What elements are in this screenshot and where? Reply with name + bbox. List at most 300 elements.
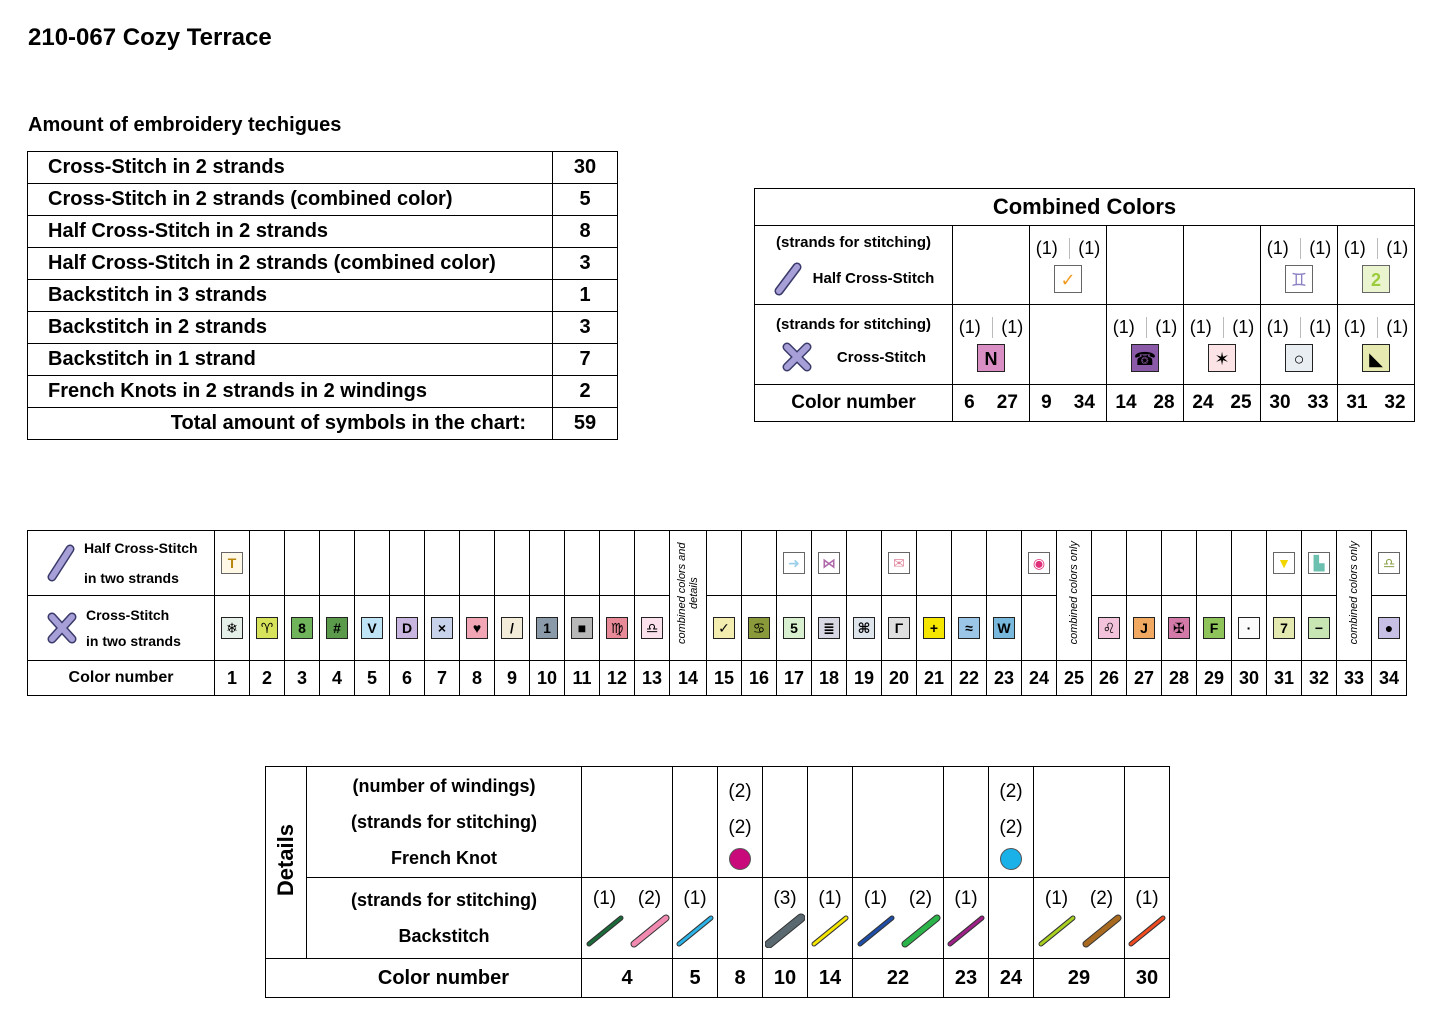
knot-cell xyxy=(673,767,718,878)
cross-symbol: W xyxy=(993,617,1015,639)
key-color-number: 15 xyxy=(707,661,742,696)
key-color-number: 8 xyxy=(460,661,495,696)
strand-value: (1) xyxy=(1189,317,1212,337)
knot-windings: (2) xyxy=(999,781,1023,802)
half-symbol: ▼ xyxy=(1273,552,1295,574)
knot-cell xyxy=(763,767,808,878)
key-half-cell xyxy=(250,531,285,596)
color-number: 32 xyxy=(1384,392,1406,413)
half-cross-stitch-icon xyxy=(773,261,803,297)
backstitch-strands: (1) xyxy=(818,888,842,909)
details-color-number: 22 xyxy=(853,959,944,998)
key-half-cell xyxy=(565,531,600,596)
cross-symbol: ✓ xyxy=(713,617,735,639)
details-color-number: 4 xyxy=(582,959,673,998)
windings-label: (number of windings) xyxy=(352,776,536,796)
combined-number-cell xyxy=(1107,385,1184,422)
cross-symbol: ♌ xyxy=(1098,617,1120,639)
backstitch-line xyxy=(765,910,805,948)
key-cross-cell xyxy=(425,596,460,661)
key-color-number: 29 xyxy=(1197,661,1232,696)
key-cross-cell xyxy=(1372,596,1407,661)
key-cross-cell xyxy=(917,596,952,661)
french-knot-dot xyxy=(1000,848,1022,870)
cross-symbol: · xyxy=(1238,617,1260,639)
amount-label: Backstitch in 1 strand xyxy=(28,344,553,376)
key-half-cell xyxy=(495,531,530,596)
strands-label: (strands for stitching) xyxy=(775,316,931,333)
key-color-number: 32 xyxy=(1302,661,1337,696)
backstitch-cell xyxy=(582,878,673,959)
backstitch-group xyxy=(944,888,988,948)
cross-label-line1: Cross-Stitch xyxy=(86,607,170,623)
backstitch-line-fill xyxy=(860,918,892,944)
cross-symbol: + xyxy=(923,617,945,639)
key-cross-cell xyxy=(1302,596,1337,661)
strand-value: (1) xyxy=(1112,317,1135,337)
key-cross-cell xyxy=(1022,596,1057,661)
key-color-number: 22 xyxy=(952,661,987,696)
backstitch-line xyxy=(901,910,941,948)
amount-label: Half Cross-Stitch in 2 strands (combined color) xyxy=(28,248,553,280)
knot-cell xyxy=(718,767,763,878)
backstitch-cell xyxy=(763,878,808,959)
strand-value: (1) xyxy=(1377,317,1408,338)
backstitch-strands: (3) xyxy=(773,888,797,909)
details-color-number: 5 xyxy=(673,959,718,998)
backstitch-group xyxy=(673,888,717,948)
cross-stitch-icon xyxy=(46,611,78,645)
key-color-number: 27 xyxy=(1127,661,1162,696)
backstitch-line-fill xyxy=(950,918,982,944)
combined-number-cell xyxy=(1261,385,1338,422)
key-color-number: 12 xyxy=(600,661,635,696)
backstitch-line-fill xyxy=(905,918,937,944)
cross-symbol: ♍ xyxy=(606,617,628,639)
symbol-wrap xyxy=(1338,344,1414,372)
backstitch-cell xyxy=(989,878,1034,959)
backstitch-strands: (1) xyxy=(1135,888,1159,909)
cross-symbol: ☎ xyxy=(1131,344,1159,372)
amount-heading: Amount of embroidery techigues xyxy=(28,114,342,136)
strand-value: (1) xyxy=(1300,317,1331,338)
cross-stitch-icon xyxy=(781,341,813,373)
strand-value: (1) xyxy=(1035,237,1058,258)
amount-row xyxy=(28,152,618,184)
combined-number-cell xyxy=(1030,385,1107,422)
key-half-cell xyxy=(812,531,847,596)
color-number-label: Color number xyxy=(755,385,953,422)
backstitch-name: Backstitch xyxy=(398,926,490,946)
key-color-number: 14 xyxy=(670,661,707,696)
half-symbol: ▙ xyxy=(1308,552,1330,574)
color-number: 33 xyxy=(1307,392,1329,413)
key-cross-cell xyxy=(320,596,355,661)
key-color-number: 7 xyxy=(425,661,460,696)
key-color-number: 24 xyxy=(1022,661,1057,696)
key-cross-cell xyxy=(600,596,635,661)
backstitch-group xyxy=(1125,888,1169,948)
strand-value: (1) xyxy=(1223,317,1254,338)
key-color-number: 19 xyxy=(847,661,882,696)
half-symbol: ✉ xyxy=(888,552,910,574)
backstitch-strands: (2) xyxy=(908,888,933,909)
key-cross-cell xyxy=(215,596,250,661)
cross-symbol: D xyxy=(396,617,418,639)
backstitch-line-fill xyxy=(634,918,666,944)
key-half-cell xyxy=(635,531,670,596)
amount-row xyxy=(28,184,618,216)
half-cross-stitch-label: Half Cross-Stitch xyxy=(812,270,935,287)
cross-symbol: − xyxy=(1308,617,1330,639)
backstitch-item xyxy=(675,888,715,948)
amount-table xyxy=(27,151,618,440)
color-number: 6 xyxy=(964,392,975,413)
cross-symbol: ◣ xyxy=(1362,344,1390,372)
backstitch-strands: (2) xyxy=(637,888,662,909)
backstitch-item xyxy=(585,888,625,948)
backstitch-line xyxy=(946,910,986,948)
key-color-number: 34 xyxy=(1372,661,1407,696)
key-color-number: 5 xyxy=(355,661,390,696)
cross-symbol: × xyxy=(431,617,453,639)
number-pair xyxy=(1184,392,1260,414)
key-color-number: 33 xyxy=(1337,661,1372,696)
key-cross-cell xyxy=(460,596,495,661)
backstitch-line xyxy=(810,910,850,948)
key-color-number: 16 xyxy=(742,661,777,696)
key-note-cell xyxy=(1337,531,1372,661)
key-half-cell xyxy=(355,531,390,596)
backstitch-line xyxy=(630,910,670,948)
backstitch-item xyxy=(765,888,805,948)
half-label-line1: Half Cross-Stitch xyxy=(84,540,198,556)
backstitch-line-fill xyxy=(769,918,801,944)
details-color-number: 29 xyxy=(1034,959,1125,998)
combined-cross-cell xyxy=(1184,305,1261,385)
backstitch-line-fill xyxy=(1041,918,1073,944)
combined-details-note: combined colors and details xyxy=(676,542,700,644)
cross-symbol: V xyxy=(361,617,383,639)
combined-half-label xyxy=(755,226,953,305)
combined-cross-label xyxy=(755,305,953,385)
strand-values xyxy=(1338,238,1414,259)
key-color-number: 25 xyxy=(1057,661,1092,696)
cross-symbol: 1 xyxy=(536,617,558,639)
cross-symbol: ■ xyxy=(571,617,593,639)
key-color-number: 11 xyxy=(565,661,600,696)
half-symbol: ♎ xyxy=(1378,552,1400,574)
combined-half-cell xyxy=(1107,226,1184,305)
knot-windings: (2) xyxy=(728,781,752,802)
color-number: 27 xyxy=(996,392,1018,413)
backstitch-group xyxy=(853,888,943,948)
color-key-table xyxy=(27,530,1407,696)
symbol-wrap xyxy=(1338,265,1414,293)
symbol-wrap xyxy=(1107,344,1183,372)
key-half-cell xyxy=(600,531,635,596)
details-color-number: 30 xyxy=(1125,959,1170,998)
cross-symbol: N xyxy=(977,344,1005,372)
symbol-wrap xyxy=(953,344,1029,372)
key-cross-cell xyxy=(355,596,390,661)
key-cross-cell xyxy=(1197,596,1232,661)
backstitch-line-fill xyxy=(589,918,621,944)
cross-stitch-label: Cross-Stitch xyxy=(836,348,927,366)
amount-row xyxy=(28,280,618,312)
details-color-number: 14 xyxy=(808,959,853,998)
key-color-number: 26 xyxy=(1092,661,1127,696)
combined-cross-cell xyxy=(1261,305,1338,385)
key-cross-cell xyxy=(530,596,565,661)
combined-number-cell xyxy=(1338,385,1415,422)
cross-symbol: ♎ xyxy=(641,617,663,639)
half-symbol: ➜ xyxy=(783,552,805,574)
cross-symbol: ● xyxy=(1378,617,1400,639)
amount-label: Backstitch in 3 strands xyxy=(28,280,553,312)
key-half-cell xyxy=(390,531,425,596)
strand-value: (1) xyxy=(1343,317,1366,337)
cross-symbol: ♋ xyxy=(748,617,770,639)
backstitch-group xyxy=(763,888,807,948)
combined-half-cell xyxy=(1184,226,1261,305)
cross-label-line2: in two strands xyxy=(86,633,181,649)
knot-cell xyxy=(808,767,853,878)
combined-number-cell xyxy=(953,385,1030,422)
combined-cross-cell xyxy=(1107,305,1184,385)
backstitch-line xyxy=(675,910,715,948)
key-cross-cell xyxy=(812,596,847,661)
backstitch-item xyxy=(856,888,896,948)
amount-row xyxy=(28,216,618,248)
amount-row xyxy=(28,344,618,376)
strand-value: (1) xyxy=(1069,238,1100,259)
key-cross-cell xyxy=(707,596,742,661)
half-cross-stitch-icon xyxy=(46,543,76,583)
half-label-line2: in two strands xyxy=(84,570,179,586)
half-symbol: ♊ xyxy=(1285,265,1313,293)
key-half-cell xyxy=(847,531,882,596)
combined-half-cell xyxy=(1338,226,1415,305)
details-color-number: 8 xyxy=(718,959,763,998)
number-pair xyxy=(1030,392,1106,414)
strand-value: (1) xyxy=(1266,237,1289,258)
back-strands-label: (strands for stitching) xyxy=(350,890,537,910)
cross-symbol: ≈ xyxy=(958,617,980,639)
backstitch-strands: (1) xyxy=(683,888,707,909)
half-symbol: ⋈ xyxy=(818,552,840,574)
key-color-number: 23 xyxy=(987,661,1022,696)
key-color-number: 1 xyxy=(215,661,250,696)
combined-half-cell xyxy=(953,226,1030,305)
number-pair xyxy=(1338,392,1414,414)
strand-value: (1) xyxy=(1343,237,1366,258)
cross-symbol: Γ xyxy=(888,617,910,639)
combined-colors-table xyxy=(754,188,1415,422)
page-title: 210-067 Cozy Terrace xyxy=(28,24,272,51)
key-half-cell xyxy=(1162,531,1197,596)
backstitch-cell xyxy=(1034,878,1125,959)
backstitch-strands: (1) xyxy=(592,888,617,909)
strand-values xyxy=(1184,317,1260,338)
key-half-cell xyxy=(1092,531,1127,596)
key-color-number: 10 xyxy=(530,661,565,696)
amount-value: 3 xyxy=(553,312,618,344)
cross-symbol: ⌘ xyxy=(853,617,875,639)
key-half-cell xyxy=(1302,531,1337,596)
key-half-cell xyxy=(285,531,320,596)
backstitch-item xyxy=(1127,888,1167,948)
cross-symbol: 7 xyxy=(1273,617,1295,639)
cross-symbol: ≣ xyxy=(818,617,840,639)
color-number: 9 xyxy=(1041,392,1052,413)
backstitch-cell xyxy=(673,878,718,959)
knot-strands-label: (strands for stitching) xyxy=(350,812,537,832)
key-cross-cell xyxy=(847,596,882,661)
amount-label: Cross-Stitch in 2 strands xyxy=(28,152,553,184)
backstitch-strands: (2) xyxy=(1089,888,1114,909)
combined-cross-cell xyxy=(1030,305,1107,385)
french-knot-label xyxy=(307,767,582,878)
key-cross-cell xyxy=(250,596,285,661)
backstitch-group xyxy=(1034,888,1124,948)
key-half-cell xyxy=(707,531,742,596)
symbol-wrap xyxy=(1030,265,1106,293)
color-number: 31 xyxy=(1346,392,1368,413)
backstitch-line xyxy=(1127,910,1167,948)
key-cross-cell xyxy=(495,596,530,661)
strand-values xyxy=(1107,317,1183,338)
key-cross-cell xyxy=(1162,596,1197,661)
backstitch-label xyxy=(307,878,582,959)
knot-strands: (2) xyxy=(728,817,752,838)
combined-cross-cell xyxy=(1338,305,1415,385)
combined-colors-title: Combined Colors xyxy=(755,189,1415,226)
backstitch-line xyxy=(1082,910,1122,948)
strand-values xyxy=(1030,238,1106,259)
backstitch-cell xyxy=(1125,878,1170,959)
combined-only-note: combined colors only xyxy=(1348,541,1360,645)
key-half-cell xyxy=(460,531,495,596)
strand-value: (1) xyxy=(958,317,981,337)
symbol-wrap xyxy=(1261,265,1337,293)
color-number: 28 xyxy=(1153,392,1175,413)
key-color-number: 30 xyxy=(1232,661,1267,696)
combined-number-cell xyxy=(1184,385,1261,422)
key-half-cell xyxy=(1267,531,1302,596)
knot-cell xyxy=(853,767,944,878)
backstitch-cell xyxy=(944,878,989,959)
backstitch-strands: (1) xyxy=(863,888,888,909)
half-symbol: T xyxy=(221,552,243,574)
key-half-cell xyxy=(777,531,812,596)
total-value: 59 xyxy=(553,408,618,440)
key-cross-label xyxy=(28,596,215,661)
color-number-label: Color number xyxy=(28,661,215,696)
amount-label: Half Cross-Stitch in 2 strands xyxy=(28,216,553,248)
cross-symbol: ✶ xyxy=(1208,344,1236,372)
backstitch-line xyxy=(1037,910,1077,948)
key-cross-cell xyxy=(777,596,812,661)
backstitch-strands: (1) xyxy=(1044,888,1069,909)
key-note-cell xyxy=(670,531,707,661)
key-color-number: 3 xyxy=(285,661,320,696)
knot-cell xyxy=(944,767,989,878)
key-cross-cell xyxy=(390,596,425,661)
cross-symbol: ❄ xyxy=(221,617,243,639)
half-symbol: ✓ xyxy=(1054,265,1082,293)
key-half-cell xyxy=(1127,531,1162,596)
key-note-cell xyxy=(1057,531,1092,661)
key-half-cell xyxy=(425,531,460,596)
knot-cell xyxy=(989,767,1034,878)
key-half-cell xyxy=(1197,531,1232,596)
details-table xyxy=(265,766,1170,998)
amount-row xyxy=(28,312,618,344)
color-number: 24 xyxy=(1192,392,1214,413)
amount-label: Backstitch in 2 strands xyxy=(28,312,553,344)
knot-strands: (2) xyxy=(999,817,1023,838)
total-label: Total amount of symbols in the chart: xyxy=(28,408,553,440)
key-half-cell xyxy=(1372,531,1407,596)
amount-value: 5 xyxy=(553,184,618,216)
cross-symbol: ○ xyxy=(1285,344,1313,372)
amount-total-row xyxy=(28,408,618,440)
backstitch-item xyxy=(630,888,670,948)
key-color-number: 4 xyxy=(320,661,355,696)
amount-value: 7 xyxy=(553,344,618,376)
strands-label: (strands for stitching) xyxy=(775,233,931,251)
key-color-number: 17 xyxy=(777,661,812,696)
combined-only-note: combined colors only xyxy=(1068,541,1080,645)
backstitch-line xyxy=(585,910,625,948)
amount-value: 2 xyxy=(553,376,618,408)
half-symbol: ◉ xyxy=(1028,552,1050,574)
key-cross-cell xyxy=(565,596,600,661)
key-cross-cell xyxy=(987,596,1022,661)
details-color-number: 23 xyxy=(944,959,989,998)
key-cross-cell xyxy=(1232,596,1267,661)
key-half-cell xyxy=(987,531,1022,596)
key-cross-cell xyxy=(952,596,987,661)
amount-label: Cross-Stitch in 2 strands (combined color) xyxy=(28,184,553,216)
cross-symbol: ♈ xyxy=(256,617,278,639)
number-pair xyxy=(1107,392,1183,414)
key-half-label xyxy=(28,531,215,596)
key-color-number: 6 xyxy=(390,661,425,696)
backstitch-item xyxy=(1037,888,1077,948)
key-color-number: 2 xyxy=(250,661,285,696)
color-number: 14 xyxy=(1115,392,1137,413)
amount-value: 1 xyxy=(553,280,618,312)
key-half-cell xyxy=(882,531,917,596)
symbol-wrap xyxy=(1261,344,1337,372)
key-cross-cell xyxy=(742,596,777,661)
cross-symbol: J xyxy=(1133,617,1155,639)
key-color-number: 31 xyxy=(1267,661,1302,696)
number-pair xyxy=(1261,392,1337,414)
combined-half-cell xyxy=(1261,226,1338,305)
backstitch-item xyxy=(810,888,850,948)
key-color-number: 9 xyxy=(495,661,530,696)
backstitch-group xyxy=(582,888,672,948)
cross-symbol: ✠ xyxy=(1168,617,1190,639)
french-knot-name: French Knot xyxy=(391,848,497,868)
backstitch-item xyxy=(946,888,986,948)
backstitch-line-fill xyxy=(1131,918,1163,944)
symbol-wrap xyxy=(1184,344,1260,372)
key-color-number: 20 xyxy=(882,661,917,696)
